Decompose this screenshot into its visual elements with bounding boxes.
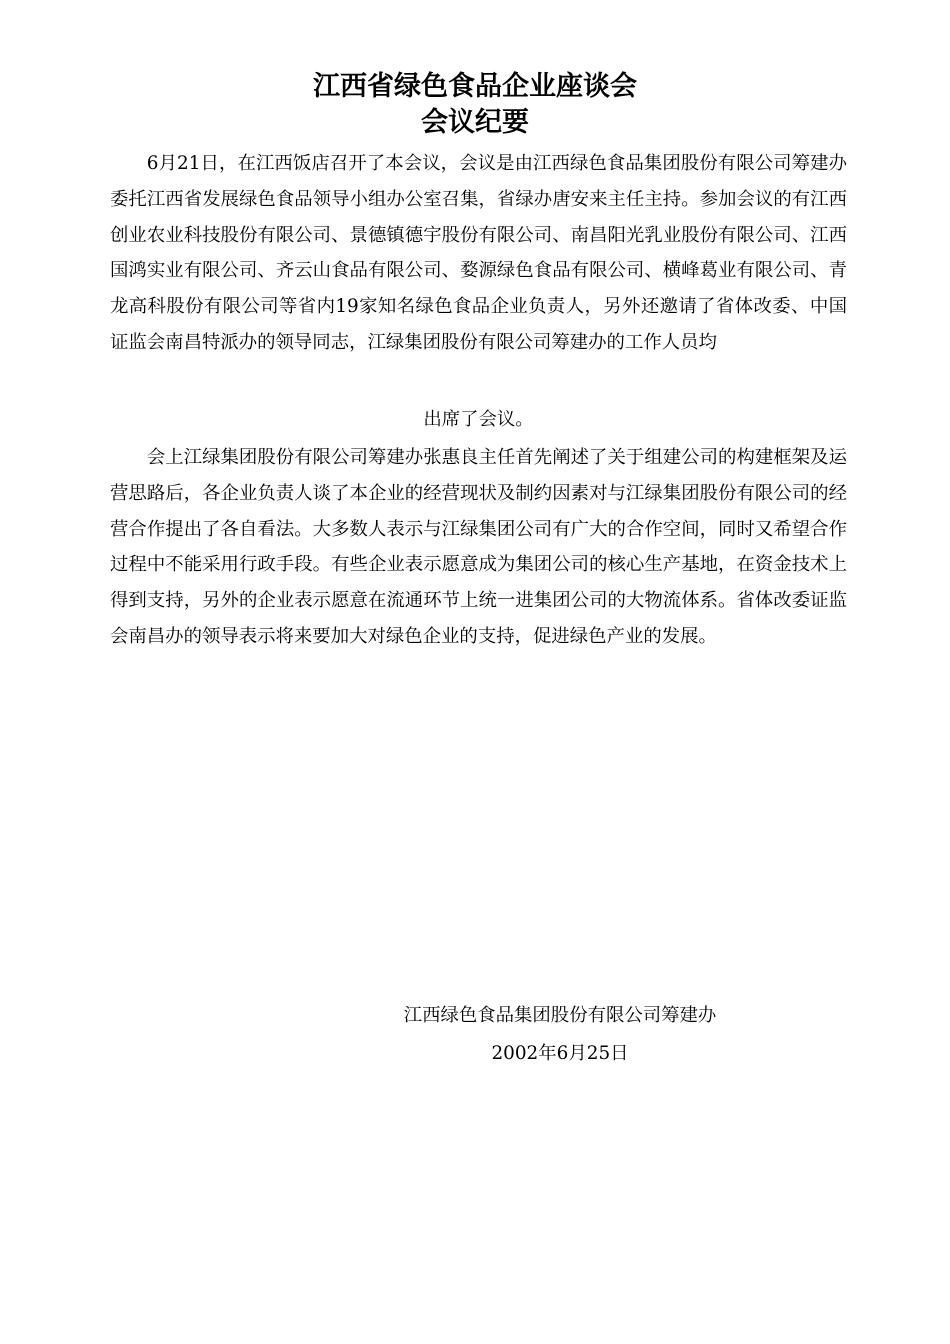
paragraph-meeting-overview-tail: 出席了会议。	[423, 409, 534, 430]
document-subtitle: 会议纪要	[421, 107, 529, 138]
document-title: 江西省绿色食品企业座谈会	[313, 71, 637, 102]
signature-organization: 江西绿色食品集团股份有限公司筹建办	[403, 1005, 717, 1026]
paragraph-meeting-discussion: 会上江绿集团股份有限公司筹建办张惠良主任首先阐述了关于组建公司的构建框架及运营思路后，各企业负责人谈了本企业的经营现状及制约因素对与江绿集团股份有限公司的经营合作提出了各自看法。大多数人表示与江绿集团公司有广大的合作空间，同时又希望合作过程中不能采用行政手段。有些企业表示愿意成为集团公司的核心生产基地，在资金技术上得到支持，另外的企业表示愿意在流通环节上统一进集团公司的大物流体系。省体改委证监会南昌办的领导表示将来要加大对绿色企业的支持，促进绿色产业的发展。	[110, 447, 847, 647]
signature-date: 2002年6月25日	[491, 1043, 629, 1064]
paragraph-meeting-overview: 6月21日，在江西饭店召开了本会议，会议是由江西绿色食品集团股份有限公司筹建办委托江西省发展绿色食品领导小组办公室召集，省绿办唐安来主任主持。参加会议的有江西创业农业科技股份有限公司、景德镇德宇股份有限公司、南昌阳光乳业股份有限公司、江西国鸿实业有限公司、齐云山食品有限公司、婺源绿色食品有限公司、横峰葛业有限公司、青龙高科股份有限公司等省内19家知名绿色食品企业负责人，另外还邀请了省体改委、中国证监会南昌特派办的领导同志，江绿集团股份有限公司筹建办的工作人员均	[110, 153, 847, 353]
